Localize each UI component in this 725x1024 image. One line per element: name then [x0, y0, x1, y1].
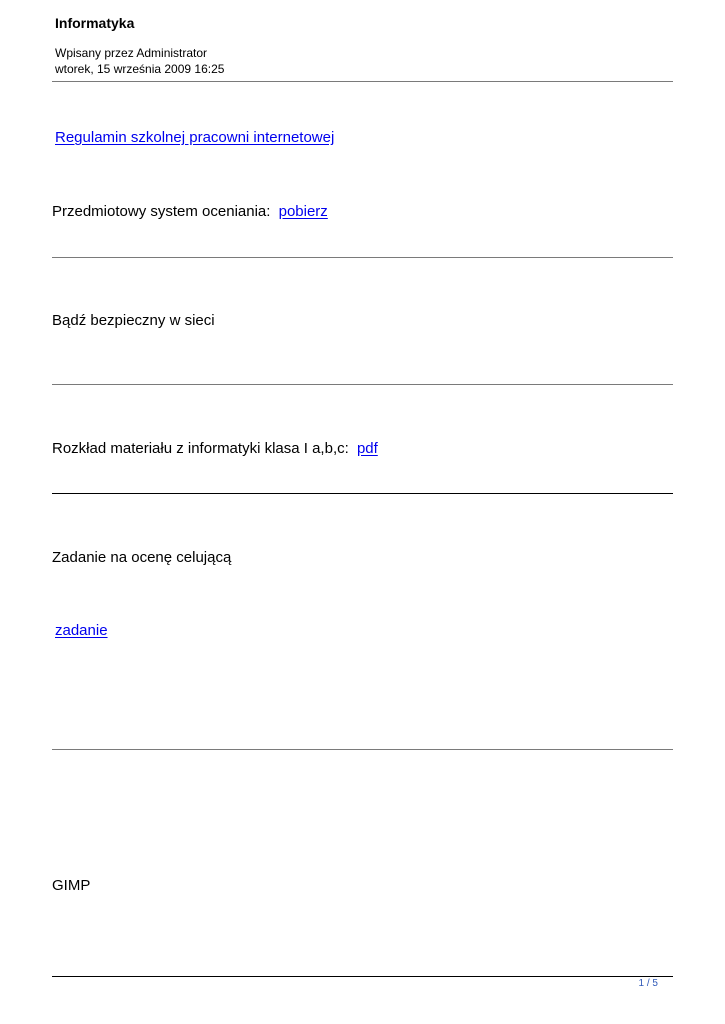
section-divider-1 — [52, 257, 673, 258]
safe-internet-text: Bądź bezpieczny w sieci — [52, 312, 215, 329]
psw-label: Przedmiotowy system oceniania: — [52, 203, 271, 220]
rozklad-row — [52, 440, 378, 457]
section-divider-2 — [52, 384, 673, 385]
gimp-text: GIMP — [52, 877, 91, 894]
zadanie-link[interactable]: zadanie — [55, 622, 108, 639]
section-divider-4 — [52, 749, 673, 750]
zadanie-heading: Zadanie na ocenę celującą — [52, 549, 232, 566]
page-title: Informatyka — [55, 15, 135, 31]
psw-row — [52, 203, 328, 220]
date-line: wtorek, 15 września 2009 16:25 — [55, 62, 225, 76]
section-divider-3 — [52, 493, 673, 494]
psw-download-link[interactable]: pobierz — [278, 203, 328, 220]
header-divider — [52, 81, 673, 82]
footer-divider — [52, 976, 673, 977]
page-number: 1 / 5 — [638, 978, 658, 989]
author-line: Wpisany przez Administrator — [55, 46, 208, 60]
rozklad-pdf-link[interactable]: pdf — [356, 440, 378, 457]
rozklad-label: Rozkład materiału z informatyki klasa I a,b,c: — [52, 440, 349, 457]
regulamin-link[interactable]: Regulamin szkolnej pracowni internetowej — [55, 129, 335, 146]
